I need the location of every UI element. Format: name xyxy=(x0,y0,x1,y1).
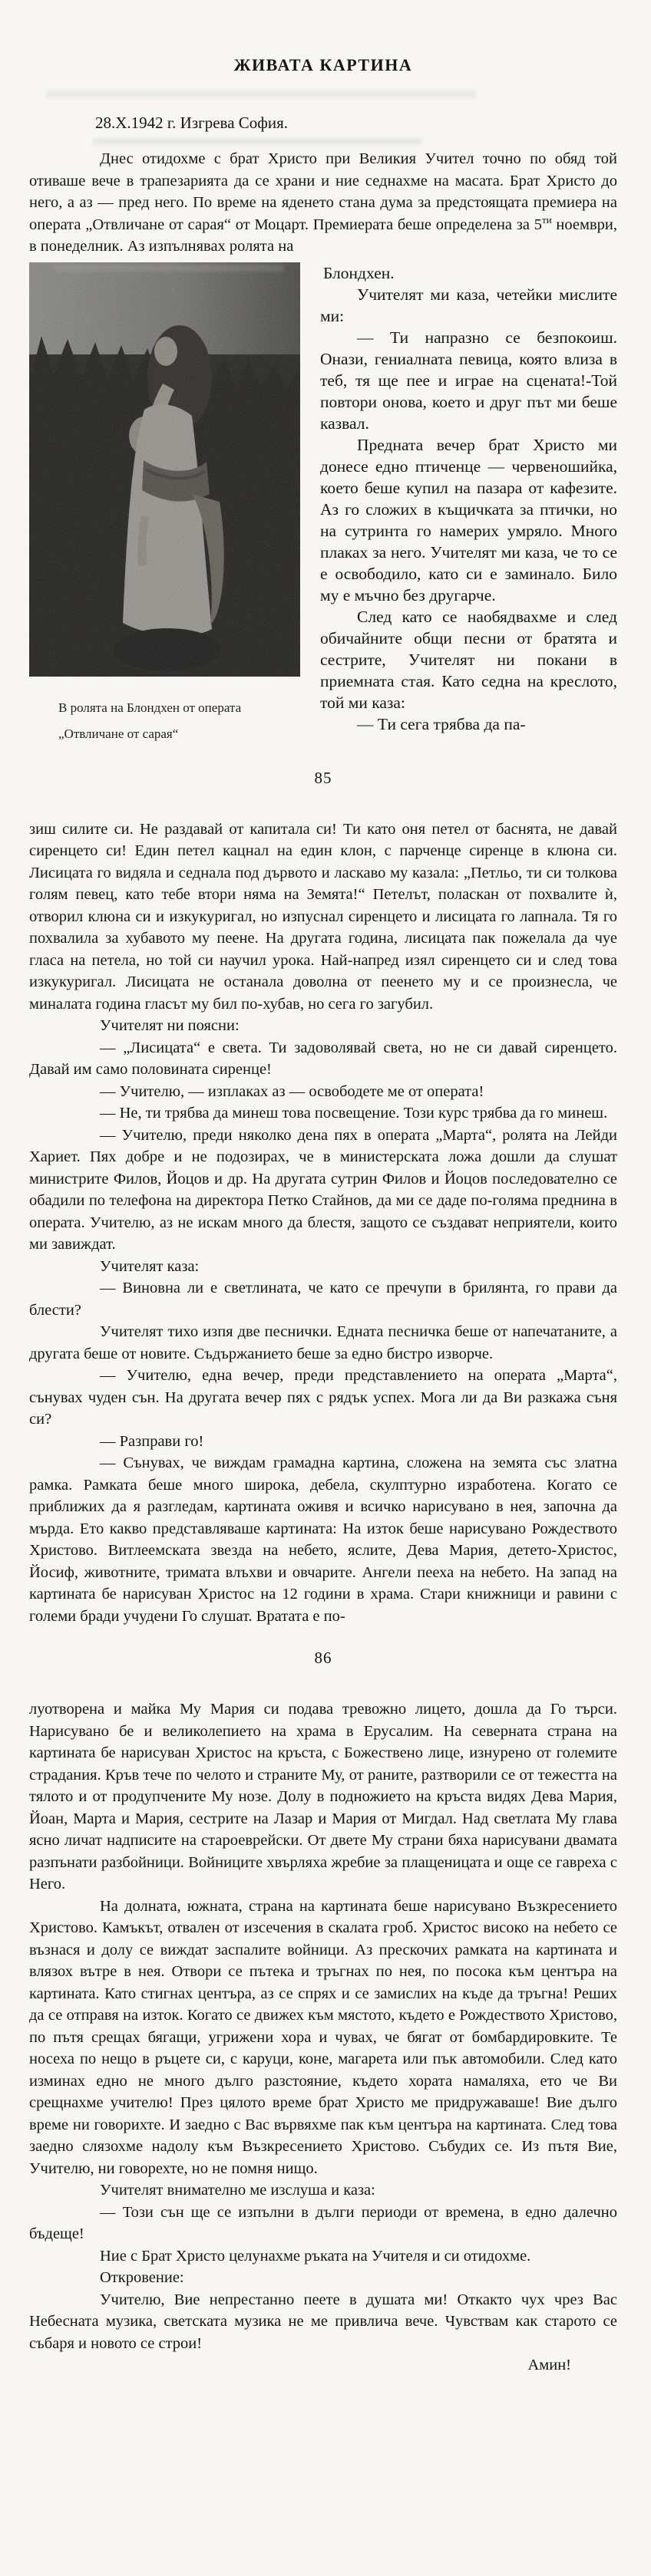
intro-paragraph xyxy=(29,148,617,258)
paragraph: Откровение: xyxy=(100,2269,184,2286)
paragraph: — Учителю, преди няколко дена пях в операта „Марта“, ролята на Лейди Хариет. Пях добре и не подозирах, че в министерската ложа дошли да слушат министрите Филов, Йоцов и др. На другата сутрин Филов и Йоцов последователно се обадили по телефона на директора Петко Стайнов, да ми се даде по-голяма преднина в операта. Учителю, аз не искам много да блестя, защото се създават неприятели, които ми завиждат. xyxy=(29,1126,617,1253)
intro-continuation-word: Блондхен. xyxy=(323,263,395,282)
intro-text-before-sup: Днес отидохме с брат Христо при Великия Учител точно по обяд той отиваше вече в трапезарията да се храни и ние седнахме на масата. Брат Христо до него, а аз — пред него. По време на яденето стана дума за предстоящата премиера на операта „Отвличане от сарая“ от Моцарт. Премиерата беше определена за 5 xyxy=(29,150,617,233)
page-title: ЖИВАТА КАРТИНА xyxy=(233,55,413,74)
paragraph: — Ти напразно се безпокоиш. Онази, гениалната певица, която влиза в теб, тя ще пее и играе на сцената!-Той повтори онова, което и друг път ми беше казвал. xyxy=(320,328,617,433)
page-number-86: 86 xyxy=(314,1649,332,1667)
paragraph: — Сънувах, че виждам грамадна картина, сложена на земята със златна рамка. Рамката беше много широка, дебела, скулптурно изработена. Когато се приближих да я разгледам, картината оживя и всичко нарисувано в нея, започна да мърда. Ето какво представляваше картината: На изток беше нарисувано Рождеството Христово. Витлеемската звезда на небето, яслите, Дева Мария, детето-Христос, Йосиф, животните, тримата влъхви и овчарите. Ангели пееха на небето. На запад на картината бе нарисуван Христос на 12 години в храма. Стари книжници и равини с големи бради учудени Го слушат. Вратата е по- xyxy=(29,1454,617,1625)
paragraph: Учителят тихо изпя две песнички. Едната песничка беше от напечатаните, а другата беше от новите. Съдържанието беше за едно бистро изворче. xyxy=(29,1323,617,1362)
paragraph: Ние с Брат Христо целунахме ръката на Учителя и си отидохме. xyxy=(100,2247,531,2265)
paragraph: Предната вечер брат Христо ми донесе едно птиченце — червеношийка, което беше купил на пазара от кафезите. Аз го сложих в къщичката за птички, но на сутринта го намерих умряло. Много плаках за него. Учителят ми каза, че то се е освободило, като си е заминало. Било му е мъчно без другарче. xyxy=(320,435,617,604)
paragraph: Учителят ми каза, четейки мислите ми: xyxy=(320,285,617,325)
paragraph: луотворена и майка Му Мария си подава тревожно лицето, дошла да Го търси. Нарисувано бе и великолепието на храма в Ерусалим. На северната страна на картината бе нарисуван Христос на кръста, с Божествено лице, изнурено от големите страдания. Кръв тече по челото и страните Му, от раните, разтворили се от тежестта на тялото и от продупчените Му нозе. Долу в подножието на кръста видях Дева Мария, Йоан, Марта и Мария, сестрите на Лазар и Мария от Мигдал. Над светлата Му глава ясно личат надписите на староеврейски. От двете Му страни бяха нарисувани двамата разпънати разбойници. Войниците хвърляха жребие за плащеницата и още се гавреха с Него. xyxy=(29,1701,617,1892)
text-column xyxy=(300,262,617,747)
blondchen-costume-photo xyxy=(29,262,300,677)
bleedthrough-artifact xyxy=(92,138,422,145)
paragraph: — Не, ти трябва да минеш това посвещение. Този курс трябва да го минеш. xyxy=(100,1105,608,1122)
bleedthrough-artifact xyxy=(46,91,476,98)
closing-amen: Амин! xyxy=(527,2357,571,2373)
dateline: 28.X.1942 г. Изгрева София. xyxy=(95,114,289,132)
photo-caption xyxy=(29,695,300,747)
paragraph: зиш силите си. Не раздавай от капитала си! Ти като оня петел от баснята, не давай сиренцето си! Един петел кацнал на един клон, с парченце сиренце в клюна си. Лисицата го видяла и седнала под дървото и ласкаво му казала: „Петльо, ти си толкова голям певец, като тебе втори няма на Земята!“ Петелът, поласкан от похвалите ѝ, отворил клюна си и изкукуригал, но изпуснал сиренцето и лисицата го лапнала. Тя го похвалила за хубавото му пеене. На другата година, лисицата пак пожелала да чуе гласа на петела, но той си научил урока. Най-напред изял сиренцето си и след това изкукуригал. Лисицата не останала доволна от пеенето му и се произнесла, че миналата година гласът му бил по-хубав, но сега го загубил. xyxy=(29,820,617,1013)
paragraph: — Ти сега трябва да па- xyxy=(357,714,526,733)
paragraph: Учителят каза: xyxy=(100,1257,200,1275)
paragraph: На долната, южната, страна на картината беше нарисувано Възкресението Христово. Камъкът, отвален от изсечения в скалата гроб. Христос високо на небето се възнася и долу се виждат заспалите войници. Аз прескочих рамката на картината и влязох вътре в нея. Отвори се пътека и тръгнах по нея, по посока към центъра на картината. Като стигнах центъра, аз се спрях и се замислих на къде да тръгна! Реших да се отправя на изток. Когато се движех към мястото, където е Рождеството Христово, по пътя срещах бягащи, угрижени хора и чувах, че бягат от бомбардировките. Те носеха по нещо в ръцете си, с каруци, коне, магарета или пък автомобили. След като изминах едно не много дълго разстояние, където хората намаляха, ето че Ви срещнахме учителю! През цялото време брат Христо ме придружаваше! Вие дълго време ни говорихте. И заедно с Вас вървяхме пак към центъра на картината. След това заедно слязохме надолу към Възкресението Христово. Събудих се. Из пътя Вие, Учителю, ни говорехте, но не помня нищо. xyxy=(29,1897,617,2177)
paragraph: — Виновна ли е светлината, че като се пречупи в брилянта, го прави да блести? xyxy=(29,1280,617,1319)
photo-caption-line1: В ролята на Блондхен от операта xyxy=(58,700,242,715)
photo-caption-line2: „Отвличане от сарая“ xyxy=(58,726,179,741)
page87-text-block xyxy=(29,1698,617,2377)
paragraph: Учителю, Вие непрестанно пеете в душата ми! Откакто чух чрез Вас Небесната музика, светската музика не ме привлича вече. Чувствам как старото се събаря и новото се строи! xyxy=(29,2291,617,2352)
paragraph: Учителят внимателно ме изслуша и каза: xyxy=(100,2182,375,2199)
paragraph: — Разправи го! xyxy=(100,1432,204,1450)
page-number-85: 85 xyxy=(314,768,332,787)
paragraph: — Учителю, — изплаках аз — освободете ме от операта! xyxy=(100,1082,484,1100)
paragraph: Учителят ни поясни: xyxy=(100,1017,240,1034)
paragraph: След като се наобядвахме и след обичайните общи песни от братята и сестрите, Учителят ни покани в приемната стая. Като седна на креслото, той ми каза: xyxy=(320,607,617,712)
page86-text-block xyxy=(29,819,617,1628)
bleedthrough-artifact xyxy=(54,265,284,272)
paragraph: — Този сън ще се изпълни в дълги периоди от времена, в едно далечно бъдеще! xyxy=(29,2203,617,2242)
intro-text-after-sup: ноември, в понеделник. Аз изпълнявах ролята на xyxy=(29,216,617,255)
photo-figure xyxy=(29,262,300,747)
paragraph: — Учителю, една вечер, преди представлението на операта „Марта“, сънувах чуден сън. На другата вечер пях с рядък успех. Мога ли да Ви разкажа съня си? xyxy=(29,1367,617,1428)
ordinal-superscript: ти xyxy=(542,213,552,226)
photo-and-text-row xyxy=(29,262,617,747)
paragraph: — „Лисицата“ е света. Ти задоволявай света, но не си давай сиренцето. Давай им само половината сиренце! xyxy=(29,1039,617,1078)
